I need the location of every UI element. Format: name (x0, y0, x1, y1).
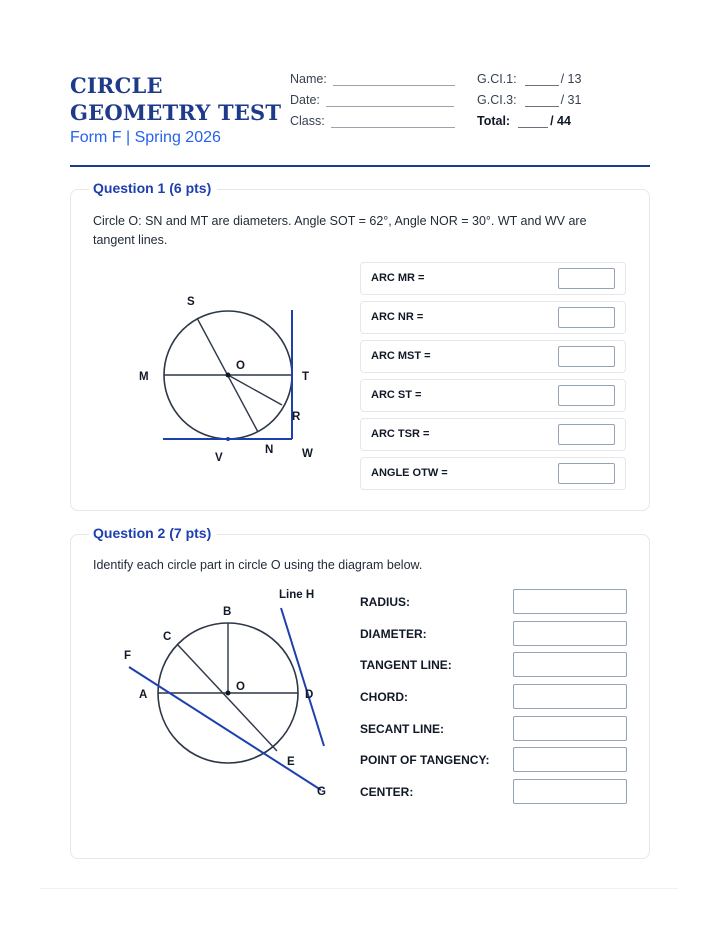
answer-row-arc-mst (360, 340, 626, 373)
score-label: G.CI.3: (477, 93, 517, 107)
score-gci1 (477, 72, 581, 86)
answer-label: ARC MST = (371, 350, 431, 362)
answer-box[interactable] (558, 346, 615, 367)
question-2-title: Question 2 (7 pts) (89, 525, 217, 541)
answer-label: ARC TSR = (371, 428, 430, 440)
name-field[interactable] (290, 72, 455, 86)
date-label: Date: (290, 93, 320, 107)
page-subtitle: Form F | Spring 2026 (70, 129, 221, 146)
date-field[interactable] (290, 93, 454, 107)
answer-label: ARC NR = (371, 311, 424, 323)
header-divider (70, 165, 650, 167)
label-c: C (163, 631, 172, 643)
score-label: G.CI.1: (477, 72, 517, 86)
label-r: R (292, 411, 301, 423)
score-max: / 31 (560, 93, 582, 107)
label-m: M (139, 371, 149, 383)
score-line (518, 118, 548, 128)
answer-row-arc-tsr (360, 418, 626, 451)
question-1-card (70, 180, 650, 511)
chord-ce (177, 644, 277, 751)
part-label-radius: RADIUS: (360, 595, 410, 609)
part-label-diameter: DIAMETER: (360, 627, 427, 641)
label-o: O (236, 681, 245, 693)
part-label-secant-line: SECANT LINE: (360, 722, 444, 736)
answer-label: ARC ST = (371, 389, 422, 401)
label-b: B (223, 606, 232, 618)
part-box-radius[interactable] (513, 589, 627, 614)
part-box-tangent-line[interactable] (513, 652, 627, 677)
part-box-point-of-tangency[interactable] (513, 747, 627, 772)
point-v (226, 437, 230, 441)
part-label-point-of-tangency: POINT OF TANGENCY: (360, 753, 490, 767)
label-v: V (215, 452, 223, 464)
label-line-h: Line H (279, 589, 315, 601)
label-o: O (236, 360, 245, 372)
label-a: A (139, 689, 148, 701)
question-2-card (70, 525, 650, 859)
answer-box[interactable] (558, 268, 615, 289)
answer-row-arc-nr (360, 301, 626, 334)
label-w: W (302, 448, 313, 460)
answer-row-angle-otw (360, 457, 626, 490)
question-1-title: Question 1 (6 pts) (89, 180, 217, 196)
part-box-center[interactable] (513, 779, 627, 804)
score-max: / 13 (560, 72, 582, 86)
center-point (226, 373, 231, 378)
part-box-diameter[interactable] (513, 621, 627, 646)
part-label-chord: CHORD: (360, 690, 408, 704)
answer-label: ARC MR = (371, 272, 425, 284)
answer-label: ANGLE OTW = (371, 467, 448, 479)
circle-diagram-1 (131, 290, 331, 480)
page-title: CIRCLE GEOMETRY TEST (70, 73, 282, 125)
part-box-chord[interactable] (513, 684, 627, 709)
answer-box[interactable] (558, 307, 615, 328)
name-line[interactable] (333, 76, 455, 86)
label-d: D (305, 689, 314, 701)
score-total (477, 114, 571, 128)
score-gci3 (477, 93, 581, 107)
label-n: N (265, 444, 274, 456)
score-line (525, 97, 559, 107)
label-t: T (302, 371, 310, 383)
part-label-tangent-line: TANGENT LINE: (360, 658, 452, 672)
tangent-line-h (281, 608, 324, 746)
center-point (226, 691, 231, 696)
question-2-text: Identify each circle part in circle O using the diagram below. (93, 558, 423, 572)
question-1-text: Circle O: SN and MT are diameters. Angle SOT = 62°, Angle NOR = 30°. WT and WV are tangent lines. (93, 214, 587, 247)
score-line (525, 76, 559, 86)
footer-divider (40, 888, 678, 889)
part-box-secant-line[interactable] (513, 716, 627, 741)
score-max: / 44 (550, 114, 571, 128)
label-s: S (187, 296, 195, 308)
answer-box[interactable] (558, 463, 615, 484)
name-label: Name: (290, 72, 327, 86)
class-field[interactable] (290, 114, 455, 128)
answer-box[interactable] (558, 424, 615, 445)
answer-box[interactable] (558, 385, 615, 406)
part-label-center: CENTER: (360, 785, 414, 799)
label-f: F (124, 650, 132, 662)
label-e: E (287, 756, 295, 768)
score-label: Total: (477, 114, 511, 128)
answer-row-arc-mr (360, 262, 626, 295)
date-line[interactable] (326, 97, 454, 107)
class-line[interactable] (331, 118, 455, 128)
secant-line-fg (129, 667, 321, 790)
circle-diagram-2 (111, 583, 351, 803)
answer-row-arc-st (360, 379, 626, 412)
class-label: Class: (290, 114, 325, 128)
label-g: G (317, 786, 326, 798)
